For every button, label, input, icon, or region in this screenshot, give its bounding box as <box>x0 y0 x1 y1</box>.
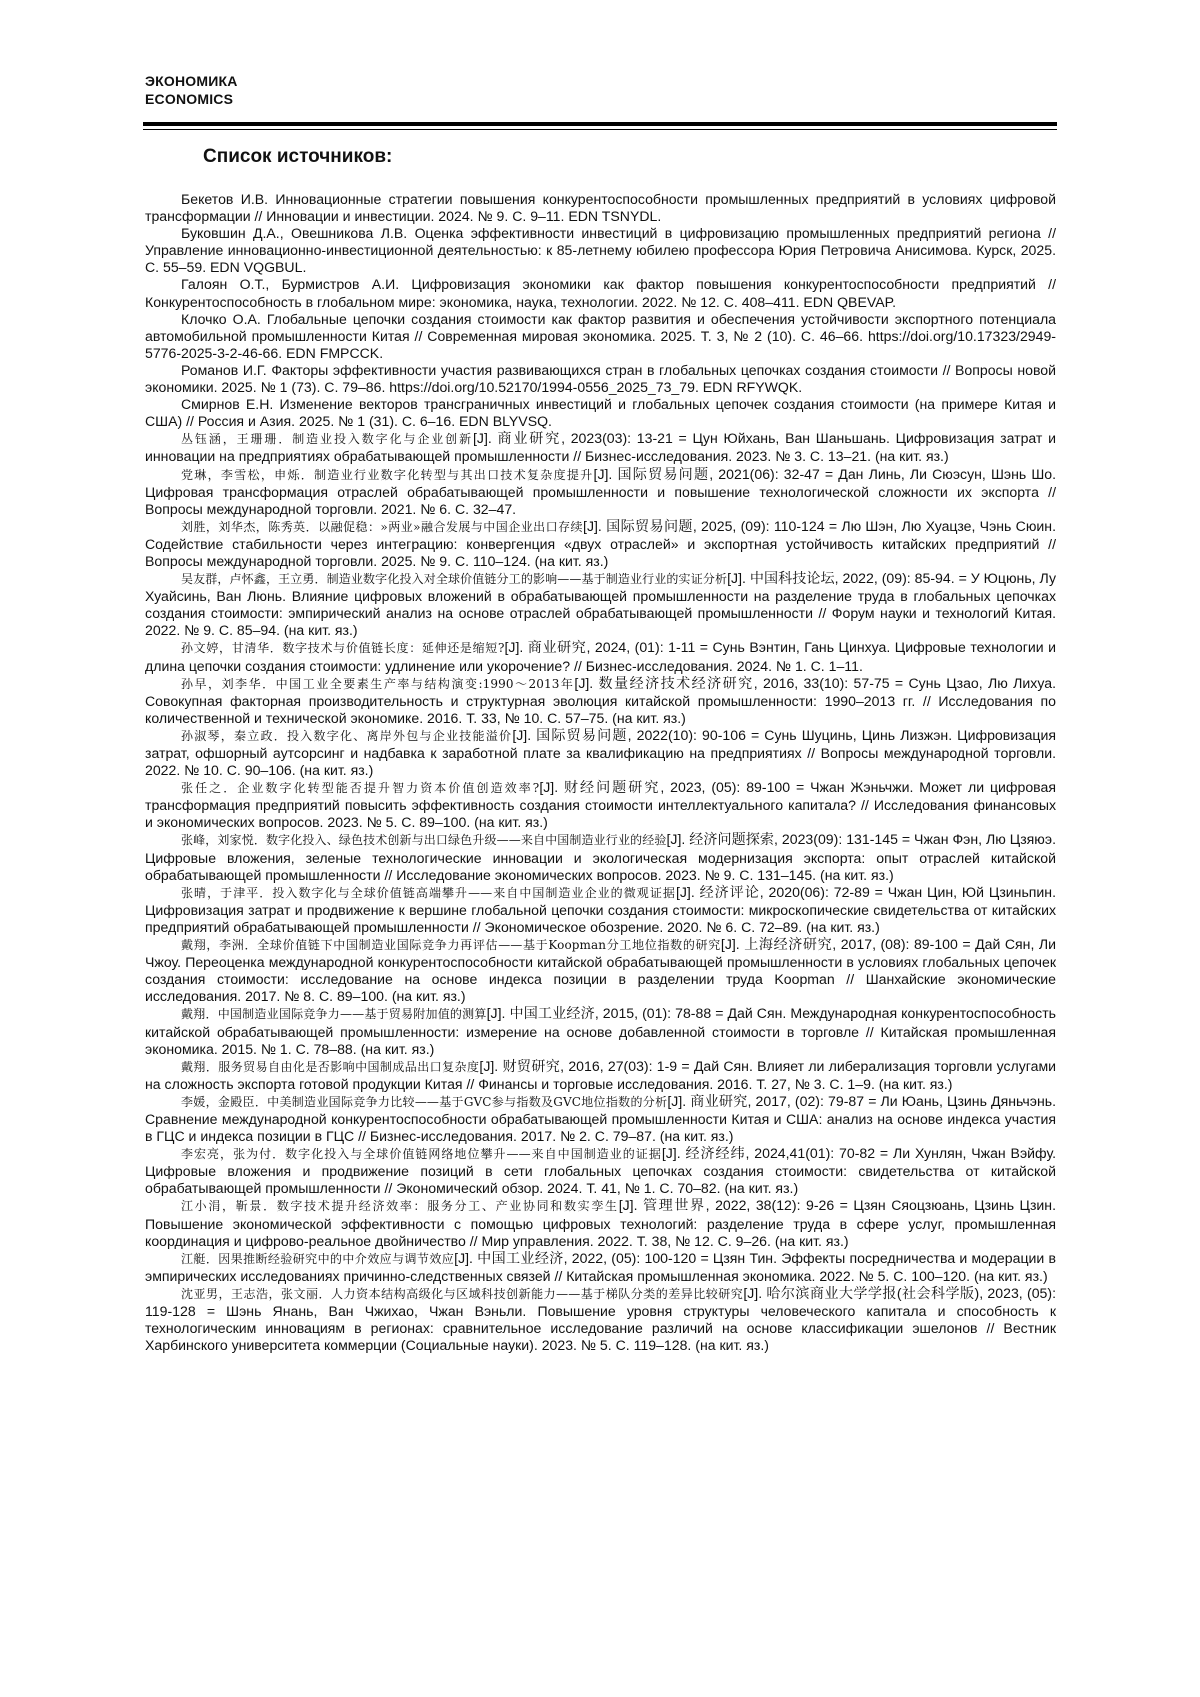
reference-text: [J]. 数量经济技术经济研究, 2016, 33(10): 57-75 = Сунь Цзао, Лю Лихуа. Совокупная факторная производительность и структурная эволюция китайской промышленности: 1990–2013 гг. // Исследования по количественной и технической экономике. 2016. Т. 33, № 10. С. 57–75. (на кит. яз.) <box>145 674 1056 726</box>
reference-text: Смирнов Е.Н. Изменение векторов трансграничных инвестиций и глобальных цепочек создания стоимости (на примере Китая и США) // Россия и Азия. 2025. № 1 (31). С. 6–16. EDN BLYVSQ. <box>145 396 1056 430</box>
reference-original-title: 江艇．因果推断经验研究中的中介效应与调节效应 <box>181 1251 455 1266</box>
reference-original-title: 孙早，刘李华．中国工业全要素生产率与结构演变:1990～2013年 <box>181 676 575 691</box>
reference-entry <box>145 831 1056 883</box>
journal-header <box>145 72 238 108</box>
reference-entry <box>145 311 1056 362</box>
reference-text: [J]. 经济经纬, 2024,41(01): 70-82 = Ли Хунлян, Чжан Вэйфу. Цифровые вложения и продвижение позиций в сети глобальных цепочках создания стоимости: свидетельства от китайской обрабатывающей промышленности // Экономический обзор. 2024. Т. 41, № 1. С. 70–82. (на кит. яз.) <box>145 1145 1056 1197</box>
reference-text: Буковшин Д.А., Овешникова Л.В. Оценка эффективности инвестиций в цифровизацию промышленных предприятий региона // Управление инновационно-инвестиционной деятельностью: к 85-летнему юбилею профессора Юрия Петровича Анисимова. Курск, 2025. С. 55–59. EDN VQGBUL. <box>145 225 1056 276</box>
reference-entry <box>145 430 1056 465</box>
reference-original-title: 戴翔．中国制造业国际竞争力——基于贸易附加值的测算 <box>181 1007 487 1022</box>
reference-entry <box>145 1250 1056 1285</box>
journal-section-en: ECONOMICS <box>145 91 234 107</box>
reference-original-title: 李宏亮，张为付．数字化投入与全球价值链网络地位攀升——来自中国制造业的证据 <box>181 1147 662 1162</box>
reference-text: [J]. 中国工业经济, 2015, (01): 78-88 = Дай Сян. Международная конкурентоспособность китайской обрабатывающей промышленности: измерение на основе добавленной стоимости в торговле // Китайская промышленная экономика. 2015. № 1. С. 78–88. (на кит. яз.) <box>145 1005 1056 1057</box>
reference-original-title: 张晴，于津平．投入数字化与全球价值链高端攀升——来自中国制造业企业的微观证据 <box>181 885 676 900</box>
reference-text: [J]. 财贸研究, 2016, 27(03): 1-9 = Дай Сян. Влияет ли либерализация торговли услугами на сложность экспорта готовой продукции Китая // Финансы и торговые исследования. 2016. Т. 27, № 3. С. 1–9. (на кит. яз.) <box>145 1057 1057 1092</box>
journal-section-ru: ЭКОНОМИКА <box>145 73 238 89</box>
reference-entry <box>145 675 1056 727</box>
reference-text: [J]. 中国科技论坛, 2022, (09): 85-94. = У Юцюнь, Лу Хуайсинь, Ван Люнь. Влияние цифровых вложений в обрабатывающей промышленности на разделение труда в глобальных цепочках создания стоимости: эмпирический анализ на основе отраслей обрабатывающей промышленности // Форум науки и технологий Китая. 2022. № 9. С. 85–94. (на кит. яз.) <box>145 570 1056 639</box>
reference-original-title: 党琳，李雪松，申烁．制造业行业数字化转型与其出口技术复杂度提升 <box>181 467 594 482</box>
reference-entry <box>145 396 1056 430</box>
reference-entry <box>145 639 1056 674</box>
reference-text: [J]. 哈尔滨商业大学学报(社会科学版), 2023, (05): 119-128 = Шэнь Янань, Ван Чжихао, Чжан Вэньли. Повышение уровня структуры человеческого капитала и способность к технологическим инновациям в регионах: сравнительное исследование различий на основе классификации эшелонов // Вестник Харбинского университета коммерции (Социальные науки). 2023. № 5. С. 119–128. (на кит. яз.) <box>145 1284 1056 1354</box>
reference-original-title: 江小涓，靳景．数字技术提升经济效率：服务分工、产业协同和数实孪生 <box>181 1199 619 1214</box>
reference-original-title: 孙文婷，甘清华．数字技术与价值链长度：延伸还是缩短? <box>181 641 505 656</box>
reference-entry <box>145 936 1056 1005</box>
reference-text: [J]. 商业研究, 2023(03): 13-21 = Цун Юйхань, Ван Шаньшань. Цифровизация затрат и инновации на предприятиях обрабатывающей промышленности // Бизнес-исследования. 2023. № 3. С. 13–21. (на кит. яз.) <box>145 430 1056 465</box>
reference-original-title: 张峰，刘家悦．数字化投入、绿色技术创新与出口绿色升级——来自中国制造业行业的经验 <box>181 833 667 848</box>
reference-entry <box>145 1145 1056 1197</box>
reference-entry <box>145 225 1056 276</box>
reference-original-title: 李媛，金殿臣．中美制造业国际竞争力比较——基于GVC参与指数及GVC地位指数的分析 <box>181 1094 668 1109</box>
reference-entry <box>145 779 1056 831</box>
reference-entry <box>145 570 1056 639</box>
reference-original-title: 戴翔，李洲．全球价值链下中国制造业国际竞争力再评估——基于Koopman分工地位指数的研究 <box>181 938 721 953</box>
reference-entry <box>145 884 1056 936</box>
reference-text: [J]. 中国工业经济, 2022, (05): 100-120 = Цзян Тин. Эффекты посредничества и модерации в эмпирических исследованиях причинно-следственных связей // Китайская промышленная экономика. 2022. № 5. С. 100–120. (на кит. яз.) <box>145 1249 1056 1284</box>
reference-text: [J]. 经济评论, 2020(06): 72-89 = Чжан Цин, Юй Цзиньпин. Цифровизация затрат и продвижение к вершине глобальной цепочки создания стоимости: микроскопические свидетельства от китайских предприятий обрабатывающей промышленности // Экономическое обозрение. 2020. № 6. С. 72–89. (на кит. яз.) <box>145 883 1056 935</box>
reference-original-title: 戴翔．服务贸易自由化是否影响中国制成品出口复杂度 <box>181 1059 480 1074</box>
reference-text: [J]. 上海经济研究, 2017, (08): 89-100 = Дай Сян, Ли Чжоу. Переоценка международной конкурентоспособности китайской обрабатывающей промышленности в условиях глобальных цепочек создания стоимости: исследование на основе индекса позиции в разделении труда Koopman // Шанхайские экономические исследования. 2017. № 8. С. 89–100. (на кит. яз.) <box>145 936 1056 1005</box>
reference-original-title: 丛钰涵，王珊珊．制造业投入数字化与企业创新 <box>181 432 473 447</box>
reference-entry <box>145 1197 1056 1249</box>
reference-entry <box>145 1093 1056 1145</box>
reference-entry <box>145 362 1056 396</box>
reference-original-title: 刘胜，刘华杰，陈秀英．以融促稳：»两业»融合发展与中国企业出口存续 <box>181 519 584 534</box>
reference-entry <box>145 518 1056 570</box>
reference-text: Бекетов И.В. Инновационные стратегии повышения конкурентоспособности промышленных предприятий в условиях цифровой трансформации // Инновации и инвестиции. 2024. № 9. С. 9–11. EDN TSNYDL. <box>145 191 1056 225</box>
reference-text: Романов И.Г. Факторы эффективности участия развивающихся стран в глобальных цепочках создания стоимости // Вопросы новой экономики. 2025. № 1 (73). С. 79–86. https://doi.org/10.52170/1994-0556_2025_73_79. EDN RFYWQK. <box>145 361 1056 396</box>
reference-text: [J]. 国际贸易问题, 2022(10): 90-106 = Сунь Шуцинь, Цинь Лизжэн. Цифровизация затрат, офшорный аутсорсинг и надбавка к заработной плате за квалификацию на предприятиях // Вопросы международной торговли. 2022. № 10. С. 90–106. (на кит. яз.) <box>145 726 1056 779</box>
reference-text: [J]. 商业研究, 2024, (01): 1-11 = Сунь Вэнтин, Гань Цинхуа. Цифровые технологии и длина цепочки создания стоимости: удлинение или укорочение? // Бизнес-исследования. 2024. № 1. С. 1–11. <box>145 639 1056 674</box>
reference-original-title: 吴友群，卢怀鑫，王立勇．制造业数字化投入对全球价值链分工的影响——基于制造业行业的实证分析 <box>181 572 728 587</box>
reference-entry <box>145 1058 1056 1093</box>
reference-entry <box>145 191 1056 225</box>
reference-text: [J]. 管理世界, 2022, 38(12): 9-26 = Цзян Сяоцзюань, Цзинь Цзин. Повышение экономической эффективности с помощью цифровых технологий: разделение труда в сфере услуг, промышленная координация и цифрово-реальное двойничество // Мир управления. 2022. Т. 38, № 12. С. 9–26. (на кит. яз.) <box>145 1197 1057 1249</box>
reference-original-title: 孙淑琴，秦立政．投入数字化、离岸外包与企业技能溢价 <box>181 728 513 743</box>
reference-text: Клочко О.А. Глобальные цепочки создания стоимости как фактор развития и обеспечения устойчивости экспортного потенциала автомобильной промышленности Китая // Современная мировая экономика. 2025. Т. 3, № 2 (10). С. 46–66. https://doi.org/10.17323/2949-5776-2025-3-2-46-66. EDN FMPCCK. <box>145 310 1056 361</box>
references-heading: Список источников: <box>203 146 393 167</box>
reference-text: Галоян О.Т., Бурмистров А.И. Цифровизация экономики как фактор повышения конкурентоспособности предприятий // Конкурентоспособность в глобальном мире: экономика, наука, технологии. 2022. № 12. С. 408–411. EDN QBEVAP. <box>145 276 1056 310</box>
reference-entry <box>145 1285 1056 1354</box>
reference-original-title: 沈亚男，王志浩，张文丽．人力资本结构高级化与区域科技创新能力——基于梯队分类的差异比较研究 <box>181 1286 744 1301</box>
reference-original-title: 张任之．企业数字化转型能否提升智力资本价值创造效率? <box>181 781 540 796</box>
reference-entry <box>145 1005 1056 1057</box>
reference-entry <box>145 276 1056 310</box>
reference-text: [J]. 国际贸易问题, 2021(06): 32-47 = Дан Линь, Ли Сюэсун, Шэнь Шо. Цифровая трансформация отраслей обрабатывающей промышленности и повышение технологической сложности их экспорта // Вопросы международной торговли. 2021. № 6. С. 32–47. <box>145 465 1056 517</box>
header-divider <box>143 122 1057 130</box>
reference-text: [J]. 经济问题探索, 2023(09): 131-145 = Чжан Фэн, Лю Цзяюэ. Цифровые вложения, зеленые технологические инновации и экологическая модернизация экспорта: опыт отраслей китайской обрабатывающей промышленности // Исследование экономических вопросов. 2023. № 9. С. 131–145. (на кит. яз.) <box>145 831 1056 883</box>
reference-entry <box>145 466 1056 518</box>
reference-text: [J]. 财经问题研究, 2023, (05): 89-100 = Чжан Жэньчжи. Может ли цифровая трансформация предприятий повысить эффективность создания стоимости интеллектуального капитала? // Исследования финансовых и экономических вопросов. 2023. № 5. С. 89–100. (на кит. яз.) <box>145 779 1056 831</box>
reference-entry <box>145 727 1056 779</box>
reference-text: [J]. 国际贸易问题, 2025, (09): 110-124 = Лю Шэн, Лю Хуацзе, Чэнь Сюин. Содействие стабильности через интеграцию: конвергенция «двух отраслей» и экспортная устойчивость китайских предприятий // Вопросы международной торговли. 2025. № 9. С. 110–124. (на кит. яз.) <box>145 517 1056 569</box>
references-list <box>145 191 1056 1354</box>
reference-text: [J]. 商业研究, 2017, (02): 79-87 = Ли Юань, Цзинь Дяньчэнь. Сравнение международной конкурентоспособности обрабатывающей промышленности Китая и США: анализ на основе индекса участия в ГЦС и индекса позиции в ГЦС // Бизнес-исследования. 2017. № 2. С. 79–87. (на кит. яз.) <box>145 1092 1056 1145</box>
